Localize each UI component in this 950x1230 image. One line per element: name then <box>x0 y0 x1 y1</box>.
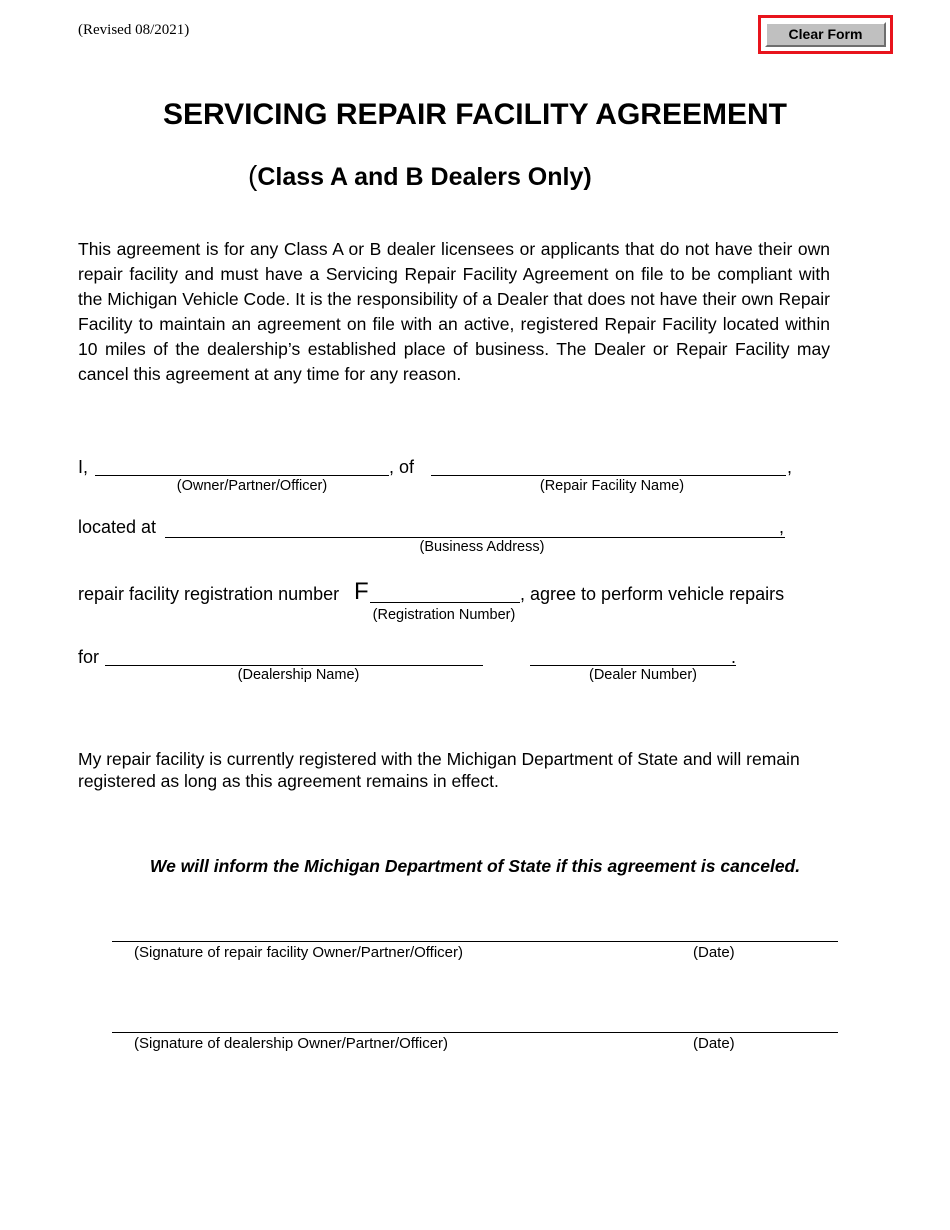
clear-form-frame <box>758 15 893 54</box>
signature-line-dealership[interactable] <box>112 1032 838 1033</box>
row3-prefix: repair facility registration number <box>78 584 340 604</box>
page-subtitle <box>248 160 592 192</box>
repair-facility-name-field[interactable] <box>431 475 786 476</box>
row2-suffix: , <box>779 517 785 537</box>
dealer-number-field[interactable] <box>530 665 736 666</box>
intro-paragraph: This agreement is for any Class A or B dealer licensees or applicants that do not have their own repair facility and must have a Servicing Repair Facility Agreement on file to be compliant with the Michigan Vehicle Code. It is the responsibility of a Dealer that does not have their own Repair Facility to maintain an agreement on file with an active, registered Repair Facility located within 10 miles of the dealership’s established place of business. The Dealer or Repair Facility may cancel this agreement at any time for any reason. <box>78 239 830 384</box>
page-title: SERVICING REPAIR FACILITY AGREEMENT <box>163 98 787 131</box>
repair-facility-label: (Repair Facility Name) <box>539 478 685 494</box>
clear-form-button[interactable]: Clear Form <box>765 22 886 47</box>
owner-name-field[interactable] <box>95 475 389 476</box>
dealership-name-label: (Dealership Name) <box>237 667 360 683</box>
subtitle-open-paren: ( <box>248 160 258 191</box>
signature-line-repair-facility[interactable] <box>112 941 838 942</box>
registration-f-prefix: F <box>354 578 369 605</box>
dealership-name-field[interactable] <box>105 665 483 666</box>
cancellation-notice: We will inform the Michigan Department of State if this agreement is canceled. <box>149 856 801 876</box>
row1-suffix: , <box>787 457 793 477</box>
dealer-number-label: (Dealer Number) <box>589 667 697 683</box>
business-address-label: (Business Address) <box>419 539 545 555</box>
row1-middle: , of <box>389 457 415 477</box>
date-label-repair-facility: (Date) <box>693 944 735 961</box>
owner-label: (Owner/Partner/Officer) <box>176 478 328 494</box>
revision-date: (Revised 08/2021) <box>78 22 190 38</box>
row2-prefix: located at <box>78 517 157 537</box>
registration-number-label: (Registration Number) <box>372 607 516 623</box>
row4-suffix: . <box>731 647 737 667</box>
date-label-dealership: (Date) <box>693 1035 735 1052</box>
row1-prefix: I, <box>78 457 89 477</box>
business-address-field[interactable] <box>165 537 785 538</box>
subtitle-text: Class A and B Dealers Only) <box>257 163 592 191</box>
row3-suffix: , agree to perform vehicle repairs <box>520 584 785 604</box>
registration-number-field[interactable] <box>370 602 520 603</box>
registration-paragraph: My repair facility is currently registered with the Michigan Department of State and will remain registered as long as this agreement remains in effect. <box>78 749 800 791</box>
signature-label-dealership: (Signature of dealership Owner/Partner/Officer) <box>134 1035 449 1052</box>
signature-label-repair-facility: (Signature of repair facility Owner/Partner/Officer) <box>134 944 464 961</box>
row4-prefix: for <box>78 647 100 667</box>
